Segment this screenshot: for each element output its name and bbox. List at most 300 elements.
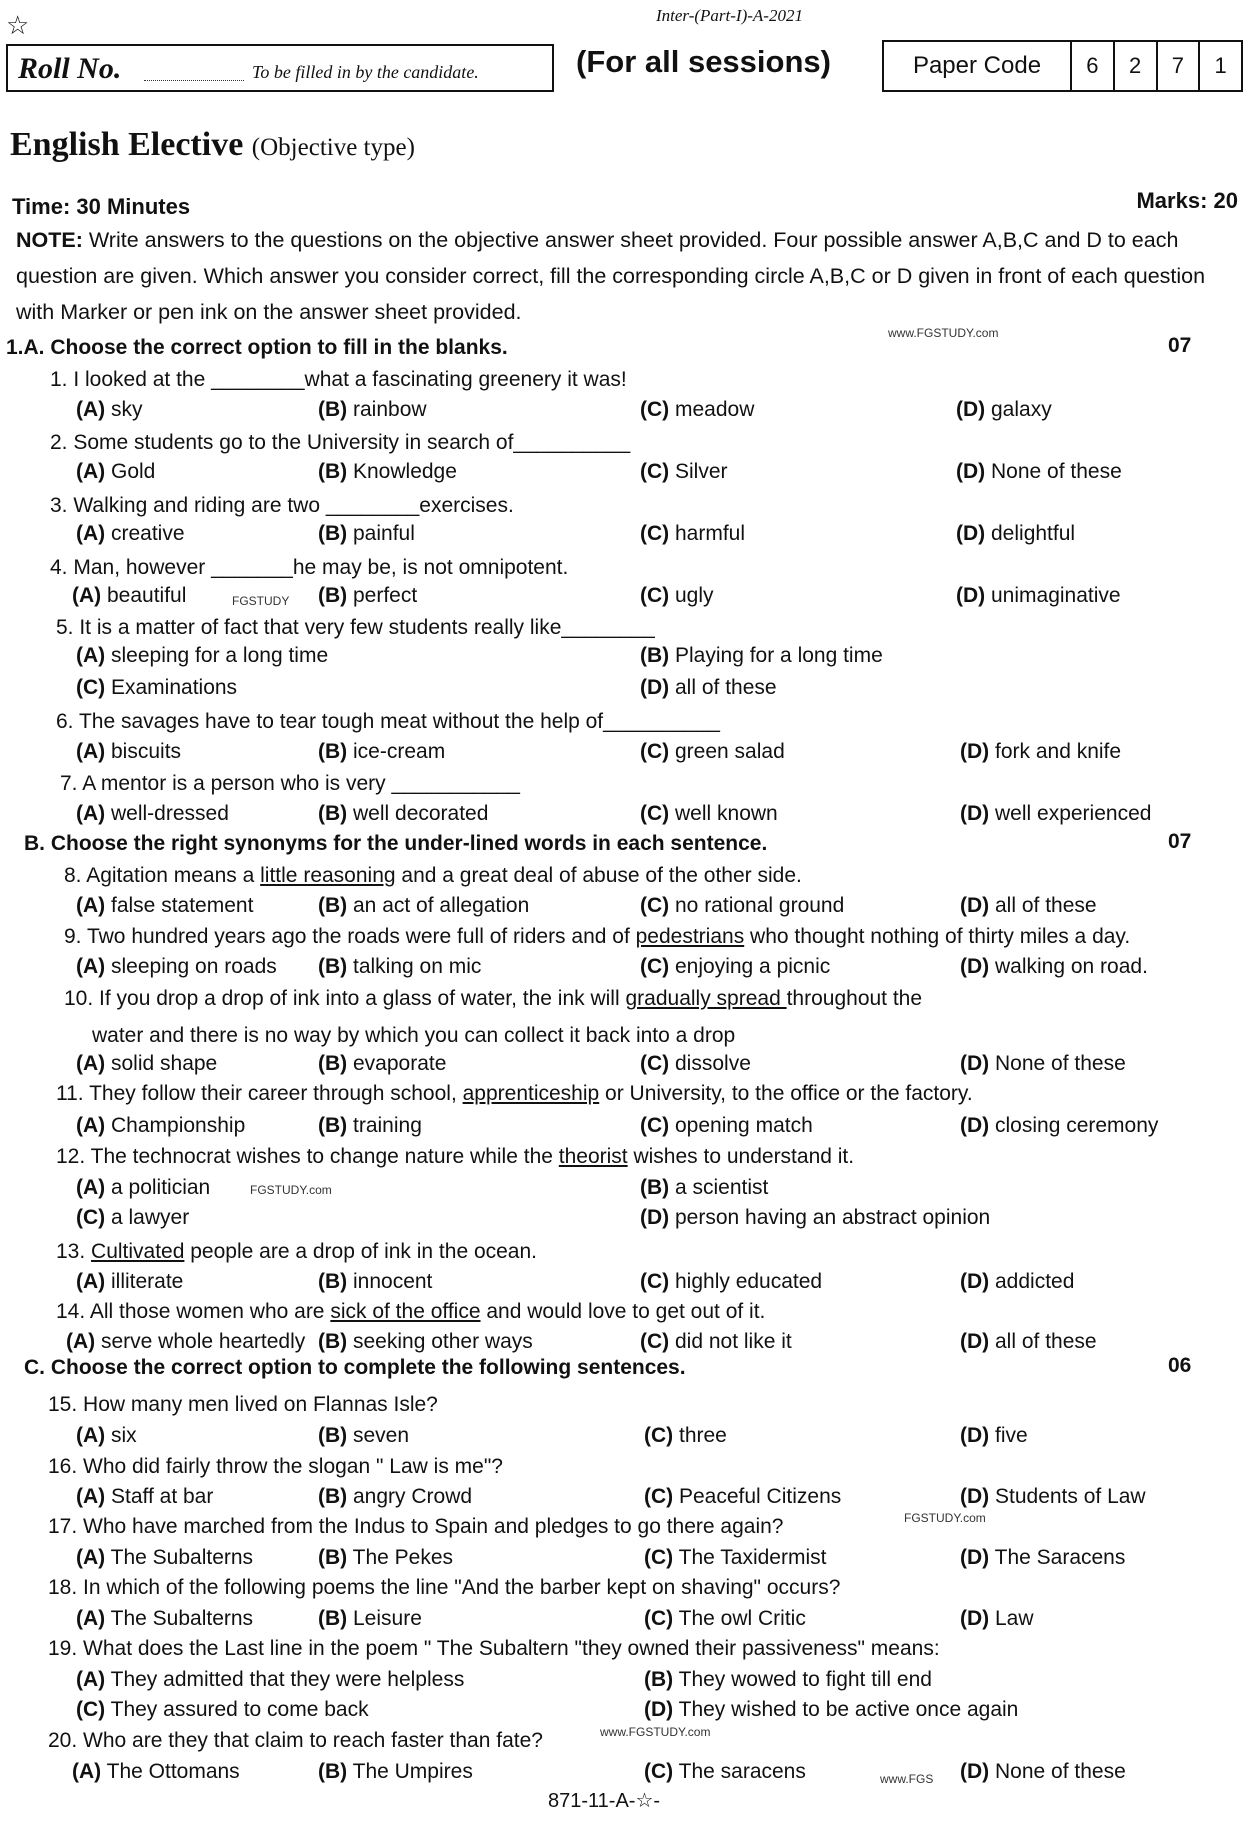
option-text: illiterate <box>111 1270 184 1293</box>
option-letter: (A) <box>76 740 106 763</box>
option-letter: (B) <box>318 1485 348 1508</box>
option-letter: (A) <box>76 802 106 825</box>
watermark: FGSTUDY.com <box>250 1183 332 1197</box>
option-letter: (C) <box>644 1485 674 1508</box>
section-marks: 07 <box>1168 830 1192 853</box>
answer-option[interactable] <box>76 1607 253 1631</box>
option-text: talking on mic <box>353 955 482 978</box>
answer-option[interactable] <box>640 398 754 422</box>
answer-option[interactable] <box>318 1424 409 1448</box>
question-text <box>56 1300 765 1324</box>
answer-option[interactable] <box>76 1176 210 1200</box>
option-letter: (D) <box>960 1052 990 1075</box>
answer-option[interactable] <box>640 1052 751 1076</box>
option-letter: (D) <box>960 1114 990 1137</box>
roll-number-line[interactable] <box>144 80 244 81</box>
option-text: The owl Critic <box>678 1607 806 1630</box>
option-letter: (A) <box>76 1546 106 1569</box>
option-text: all of these <box>995 894 1097 917</box>
option-letter: (A) <box>76 398 106 421</box>
question-text <box>56 1240 537 1264</box>
answer-option[interactable] <box>644 1668 932 1692</box>
answer-option[interactable] <box>640 676 777 700</box>
option-letter: (D) <box>640 676 670 699</box>
question-text <box>56 1145 854 1169</box>
answer-option[interactable] <box>956 460 1122 484</box>
answer-option[interactable] <box>960 1270 1074 1294</box>
answer-option[interactable] <box>640 740 785 764</box>
star-icon: ☆ <box>6 10 30 40</box>
sessions-label: (For all sessions) <box>576 44 831 79</box>
answer-option[interactable] <box>76 1424 137 1448</box>
answer-option[interactable] <box>318 1114 422 1138</box>
option-letter: (C) <box>644 1424 674 1447</box>
option-text: Staff at bar <box>111 1485 214 1508</box>
option-text: unimaginative <box>991 584 1121 607</box>
option-letter: (D) <box>960 1607 990 1630</box>
answer-option[interactable] <box>960 1330 1097 1354</box>
option-letter: (B) <box>318 1424 348 1447</box>
answer-option[interactable] <box>318 1270 432 1294</box>
option-letter: (A) <box>72 1760 102 1783</box>
question-text: 2. Some students go to the University in search of__________ <box>50 431 631 454</box>
question-text: 6. The savages have to tear tough meat without the help of__________ <box>56 710 720 733</box>
option-letter: (A) <box>66 1330 96 1353</box>
question-text: 7. A mentor is a person who is very ___________ <box>60 772 520 795</box>
answer-option[interactable] <box>640 894 844 918</box>
answer-option[interactable] <box>76 676 237 700</box>
option-text: well decorated <box>353 802 489 825</box>
question-text-part: wishes to understand it. <box>627 1145 855 1168</box>
option-text: a politician <box>111 1176 211 1199</box>
option-letter: (A) <box>76 1607 106 1630</box>
option-letter: (B) <box>318 1330 348 1353</box>
option-letter: (C) <box>644 1607 674 1630</box>
time-label: Time: 30 Minutes <box>12 194 191 219</box>
paper-code-digit: 1 <box>1214 53 1227 78</box>
option-text: The saracens <box>678 1760 806 1783</box>
option-text: None of these <box>995 1052 1126 1075</box>
answer-option[interactable] <box>76 644 328 668</box>
answer-option[interactable] <box>960 1424 1028 1448</box>
answer-option[interactable] <box>76 522 185 546</box>
option-text: all of these <box>995 1330 1097 1353</box>
question-text-part: who thought nothing of thirty miles a day. <box>744 925 1131 948</box>
option-letter: (A) <box>76 460 106 483</box>
option-text: meadow <box>675 398 755 421</box>
marks-label: Marks: 20 <box>1136 188 1238 213</box>
question-text <box>56 1082 973 1106</box>
watermark: FGSTUDY.com <box>904 1511 986 1525</box>
option-letter: (C) <box>640 1270 670 1293</box>
answer-option[interactable] <box>318 1546 453 1570</box>
watermark: www.FGS <box>880 1772 934 1786</box>
answer-option[interactable] <box>640 522 745 546</box>
option-text: sky <box>111 398 143 421</box>
option-letter: (C) <box>640 1330 670 1353</box>
answer-option[interactable] <box>640 1206 990 1230</box>
option-text: They wished to be active once again <box>678 1698 1019 1721</box>
option-letter: (A) <box>76 1424 106 1447</box>
answer-option[interactable] <box>640 1114 813 1138</box>
option-text: evaporate <box>353 1052 447 1075</box>
option-text: solid shape <box>111 1052 218 1075</box>
question-text: 5. It is a matter of fact that very few students really like________ <box>56 616 655 639</box>
underlined-word: little reasoning <box>260 864 396 887</box>
option-letter: (B) <box>640 644 670 667</box>
option-letter: (A) <box>76 894 106 917</box>
answer-option[interactable] <box>960 955 1148 979</box>
option-text: creative <box>111 522 185 545</box>
option-letter: (C) <box>640 522 670 545</box>
option-text: ugly <box>675 584 714 607</box>
section-marks: 07 <box>1168 334 1192 357</box>
option-letter: (D) <box>644 1698 674 1721</box>
note-paragraph <box>16 222 1244 330</box>
option-text: well-dressed <box>111 802 229 825</box>
option-text: The Saracens <box>994 1546 1126 1569</box>
option-text: Examinations <box>111 676 238 699</box>
option-text: Championship <box>111 1114 246 1137</box>
option-text: training <box>353 1114 422 1137</box>
question-text-continued: water and there is no way by which you can collect it back into a drop <box>92 1024 736 1047</box>
option-text: person having an abstract opinion <box>675 1206 991 1229</box>
answer-option[interactable] <box>640 1176 768 1200</box>
option-text: innocent <box>353 1270 433 1293</box>
option-letter: (C) <box>640 740 670 763</box>
option-letter: (B) <box>318 584 348 607</box>
underlined-word: Cultivated <box>91 1240 185 1263</box>
answer-option[interactable] <box>76 398 143 422</box>
option-letter: (B) <box>318 522 348 545</box>
underlined-word: apprenticeship <box>462 1082 600 1105</box>
answer-option[interactable] <box>318 398 427 422</box>
option-text: highly educated <box>675 1270 823 1293</box>
answer-option[interactable] <box>640 1270 822 1294</box>
option-letter: (D) <box>960 955 990 978</box>
answer-option[interactable] <box>644 1698 1018 1722</box>
answer-option[interactable] <box>72 584 186 608</box>
option-letter: (B) <box>318 1114 348 1137</box>
option-letter: (B) <box>318 1760 348 1783</box>
underlined-word: gradually spread <box>625 987 787 1010</box>
question-text <box>64 864 802 888</box>
section-heading: B. Choose the right synonyms for the under-lined words in each sentence. <box>24 832 768 855</box>
option-letter: (B) <box>318 398 348 421</box>
question-text: 3. Walking and riding are two ________exercises. <box>50 494 514 517</box>
roll-label: Roll No. <box>18 52 122 85</box>
answer-option[interactable] <box>640 802 778 826</box>
answer-option[interactable] <box>956 584 1121 608</box>
option-text: galaxy <box>991 398 1052 421</box>
option-text: fork and knife <box>995 740 1122 763</box>
answer-option[interactable] <box>318 1607 422 1631</box>
page-footer: 871-11-A-☆- <box>548 1790 661 1812</box>
option-letter: (B) <box>318 894 348 917</box>
option-text: Leisure <box>353 1607 422 1630</box>
question-text <box>64 987 922 1011</box>
option-text: false statement <box>111 894 254 917</box>
option-text: rainbow <box>353 398 427 421</box>
option-text: The Taxidermist <box>678 1546 827 1569</box>
paper-code-digit: 7 <box>1158 42 1201 90</box>
option-letter: (D) <box>960 894 990 917</box>
option-text: Peaceful Citizens <box>679 1485 842 1508</box>
option-text: three <box>679 1424 727 1447</box>
exam-code: Inter-(Part-I)-A-2021 <box>656 6 803 25</box>
answer-option[interactable] <box>318 460 457 484</box>
option-letter: (C) <box>640 584 670 607</box>
option-text: did not like it <box>675 1330 792 1353</box>
roll-number-box <box>6 44 554 92</box>
option-text: well experienced <box>995 802 1152 825</box>
option-letter: (D) <box>956 460 986 483</box>
question-text-part: 8. Agitation means a <box>64 864 261 887</box>
section-heading: C. Choose the correct option to complete the following sentences. <box>24 1356 686 1379</box>
answer-option[interactable] <box>72 1760 240 1784</box>
option-letter: (C) <box>76 676 106 699</box>
answer-option[interactable] <box>76 740 181 764</box>
paper-code-label: Paper Code <box>884 42 1072 90</box>
option-text: well known <box>675 802 778 825</box>
option-text: harmful <box>675 522 746 545</box>
option-letter: (D) <box>960 1485 990 1508</box>
underlined-word: sick of the office <box>330 1300 481 1323</box>
option-letter: (A) <box>72 584 102 607</box>
option-text: None of these <box>995 1760 1126 1783</box>
option-text: walking on road. <box>995 955 1148 978</box>
option-letter: (C) <box>640 1052 670 1075</box>
watermark: www.FGSTUDY.com <box>888 326 999 340</box>
option-text: They wowed to fight till end <box>678 1668 932 1691</box>
option-letter: (D) <box>956 398 986 421</box>
answer-option[interactable] <box>76 1546 253 1570</box>
question-text-part: 10. If you drop a drop of ink into a glass of water, the ink will <box>64 987 626 1010</box>
option-text: The Umpires <box>352 1760 473 1783</box>
option-letter: (A) <box>76 1052 106 1075</box>
option-text: enjoying a picnic <box>675 955 831 978</box>
answer-option[interactable] <box>76 1668 464 1692</box>
option-text: The Subalterns <box>110 1607 254 1630</box>
option-letter: (A) <box>76 955 106 978</box>
option-text: perfect <box>353 584 418 607</box>
watermark: www.FGSTUDY.com <box>600 1725 711 1739</box>
answer-option[interactable] <box>960 894 1097 918</box>
answer-option[interactable] <box>76 802 229 826</box>
option-text: Knowledge <box>353 460 457 483</box>
option-letter: (C) <box>640 894 670 917</box>
option-text: green salad <box>675 740 785 763</box>
option-text: closing ceremony <box>995 1114 1159 1137</box>
option-letter: (C) <box>644 1546 674 1569</box>
answer-option[interactable] <box>644 1607 806 1631</box>
option-letter: (C) <box>640 460 670 483</box>
answer-option[interactable] <box>318 1330 533 1354</box>
answer-option[interactable] <box>76 1114 245 1138</box>
option-text: angry Crowd <box>353 1485 473 1508</box>
option-letter: (B) <box>318 460 348 483</box>
question-text <box>64 925 1130 949</box>
option-text: None of these <box>991 460 1122 483</box>
answer-option[interactable] <box>960 802 1151 826</box>
answer-option[interactable] <box>318 894 529 918</box>
option-letter: (C) <box>76 1698 106 1721</box>
option-letter: (D) <box>960 1424 990 1447</box>
option-text: painful <box>353 522 415 545</box>
question-text: 19. What does the Last line in the poem " The Subaltern "they owned their passiveness" means: <box>48 1637 940 1660</box>
answer-option[interactable] <box>318 1485 472 1509</box>
option-text: biscuits <box>111 740 182 763</box>
option-text: Gold <box>111 460 156 483</box>
paper-title-main: English Elective <box>10 126 244 163</box>
answer-option[interactable] <box>76 955 277 979</box>
option-letter: (C) <box>76 1206 106 1229</box>
answer-option[interactable] <box>644 1546 826 1570</box>
option-text: five <box>995 1424 1028 1447</box>
answer-option[interactable] <box>318 955 481 979</box>
option-text: seeking other ways <box>353 1330 533 1353</box>
option-text: sleeping for a long time <box>111 644 329 667</box>
option-text: no rational ground <box>675 894 845 917</box>
option-letter: (B) <box>644 1668 674 1691</box>
option-text: The Pekes <box>352 1546 454 1569</box>
question-text-part: and a great deal of abuse of the other side. <box>395 864 802 887</box>
option-text: sleeping on roads <box>111 955 277 978</box>
answer-option[interactable] <box>318 1052 446 1076</box>
paper-code-box <box>882 40 1243 92</box>
paper-title-sub: (Objective type) <box>251 134 415 161</box>
option-text: dissolve <box>675 1052 751 1075</box>
answer-option[interactable] <box>644 1424 727 1448</box>
option-text: ice-cream <box>353 740 446 763</box>
answer-option[interactable] <box>76 1206 189 1230</box>
answer-option[interactable] <box>640 584 714 608</box>
option-letter: (B) <box>318 1052 348 1075</box>
answer-option[interactable] <box>956 522 1075 546</box>
answer-option[interactable] <box>318 584 417 608</box>
question-text-part: 14. All those women who are <box>56 1300 331 1323</box>
option-text: six <box>111 1424 137 1447</box>
option-text: opening match <box>675 1114 813 1137</box>
note-text: Write answers to the questions on the objective answer sheet provided. Four possible answer A,B,C and D to each question are given. Which answer you consider correct, fill the corresponding circle A,B,C or D given in front of each question with Marker or pen ink on the answer sheet provided. <box>16 228 1206 324</box>
answer-option[interactable] <box>76 1270 183 1294</box>
answer-option[interactable] <box>960 1607 1034 1631</box>
option-text: The Subalterns <box>110 1546 254 1569</box>
question-text: 1. I looked at the ________what a fascinating greenery it was! <box>50 368 627 391</box>
paper-code-digit: 6 <box>1072 42 1115 90</box>
question-text: 4. Man, however _______he may be, is not omnipotent. <box>50 556 569 579</box>
option-letter: (B) <box>318 1270 348 1293</box>
option-letter: (A) <box>76 1668 106 1691</box>
option-letter: (C) <box>640 955 670 978</box>
answer-option[interactable] <box>956 398 1052 422</box>
option-letter: (B) <box>318 955 348 978</box>
answer-option[interactable] <box>76 460 155 484</box>
question-text-part: 12. The technocrat wishes to change nature while the <box>56 1145 559 1168</box>
option-text: Playing for a long time <box>675 644 883 667</box>
option-letter: (D) <box>960 1270 990 1293</box>
option-letter: (D) <box>640 1206 670 1229</box>
answer-option[interactable] <box>960 1485 1146 1509</box>
question-text-part: throughout the <box>786 987 923 1010</box>
answer-option[interactable] <box>640 460 728 484</box>
option-letter: (A) <box>76 1176 106 1199</box>
option-letter: (D) <box>960 740 990 763</box>
option-text: a lawyer <box>111 1206 190 1229</box>
question-text: 18. In which of the following poems the line "And the barber kept on shaving" occurs? <box>48 1576 841 1599</box>
question-text-part: and would love to get out of it. <box>480 1300 766 1323</box>
option-letter: (C) <box>644 1760 674 1783</box>
question-text-part: or University, to the office or the factory. <box>599 1082 973 1105</box>
paper-title <box>10 126 415 164</box>
answer-option[interactable] <box>640 1330 792 1354</box>
option-text: They admitted that they were helpless <box>110 1668 465 1691</box>
question-text: 15. How many men lived on Flannas Isle? <box>48 1393 438 1416</box>
answer-option[interactable] <box>318 802 488 826</box>
option-text: beautiful <box>107 584 187 607</box>
question-text: 17. Who have marched from the Indus to Spain and pledges to go there again? <box>48 1515 784 1538</box>
answer-option[interactable] <box>960 1760 1126 1784</box>
answer-option[interactable] <box>644 1760 806 1784</box>
option-text: The Ottomans <box>106 1760 240 1783</box>
option-text: They assured to come back <box>110 1698 369 1721</box>
option-letter: (B) <box>318 802 348 825</box>
underlined-word: theorist <box>558 1145 628 1168</box>
option-letter: (D) <box>956 522 986 545</box>
option-letter: (B) <box>640 1176 670 1199</box>
question-text: 16. Who did fairly throw the slogan " Law is me"? <box>48 1455 503 1478</box>
answer-option[interactable] <box>960 740 1121 764</box>
option-letter: (D) <box>956 584 986 607</box>
question-text: 20. Who are they that claim to reach faster than fate? <box>48 1729 543 1752</box>
option-text: Law <box>995 1607 1034 1630</box>
answer-option[interactable] <box>960 1546 1125 1570</box>
answer-option[interactable] <box>960 1052 1126 1076</box>
option-letter: (A) <box>76 1270 106 1293</box>
section-marks: 06 <box>1168 1354 1192 1377</box>
answer-option[interactable] <box>76 1698 369 1722</box>
option-letter: (A) <box>76 1485 106 1508</box>
answer-option[interactable] <box>76 1052 217 1076</box>
paper-code-digit: 2 <box>1115 42 1158 90</box>
option-letter: (C) <box>640 1114 670 1137</box>
answer-option[interactable] <box>76 1485 213 1509</box>
answer-option[interactable] <box>644 1485 841 1509</box>
option-letter: (D) <box>960 1760 990 1783</box>
section-heading: 1.A. Choose the correct option to fill in the blanks. <box>6 336 508 359</box>
option-text: Students of Law <box>995 1485 1146 1508</box>
option-text: delightful <box>991 522 1076 545</box>
answer-option[interactable] <box>640 955 830 979</box>
option-text: addicted <box>995 1270 1075 1293</box>
answer-option[interactable] <box>66 1330 305 1354</box>
answer-option[interactable] <box>76 894 253 918</box>
option-letter: (B) <box>318 740 348 763</box>
option-letter: (D) <box>960 1330 990 1353</box>
option-text: seven <box>353 1424 410 1447</box>
underlined-word: pedestrians <box>635 925 745 948</box>
answer-option[interactable] <box>318 1760 473 1784</box>
question-text-part: 13. <box>56 1240 92 1263</box>
answer-option[interactable] <box>318 522 415 546</box>
roll-hint: To be filled in by the candidate. <box>252 62 479 82</box>
answer-option[interactable] <box>318 740 445 764</box>
answer-option[interactable] <box>640 644 883 668</box>
option-letter: (C) <box>640 398 670 421</box>
option-text: Silver <box>675 460 728 483</box>
answer-option[interactable] <box>960 1114 1158 1138</box>
question-text-part: 9. Two hundred years ago the roads were full of riders and of <box>64 925 636 948</box>
